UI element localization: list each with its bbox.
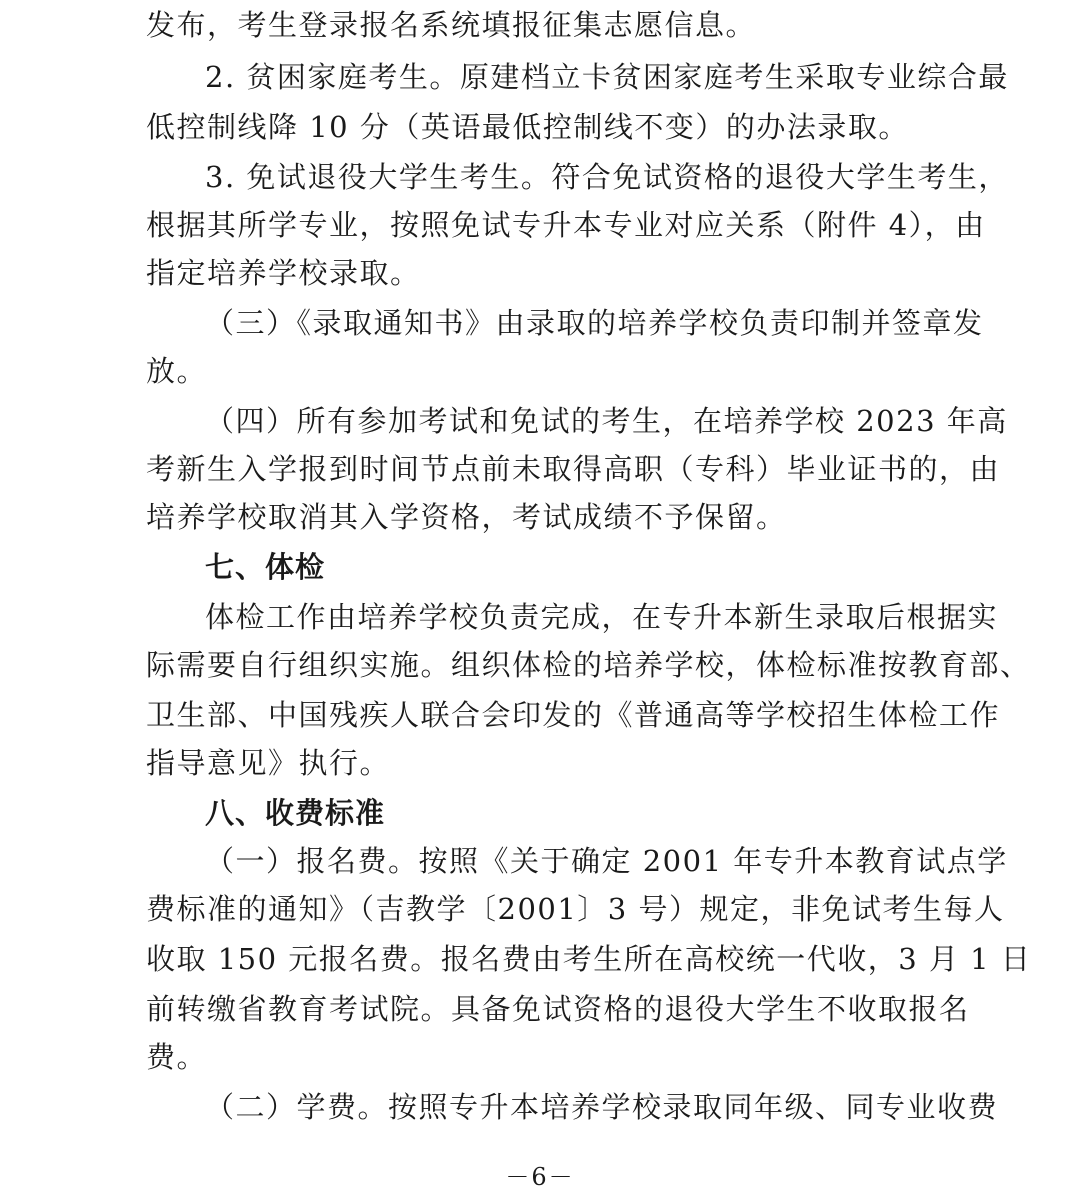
- text-line: （一）报名费。按照《关于确定 2001 年专升本教育试点学: [205, 844, 1008, 878]
- text-line: 费。: [146, 1040, 208, 1074]
- text-line: 卫生部、中国残疾人联合会印发的《普通高等学校招生体检工作: [146, 698, 1001, 732]
- text-line: 根据其所学专业，按照免试专升本专业对应关系（附件 4），由: [146, 208, 986, 242]
- text-line: 发布，考生登录报名系统填报征集志愿信息。: [146, 8, 757, 42]
- text-line: 体检工作由培养学校负责完成，在专升本新生录取后根据实: [205, 600, 999, 634]
- text-line: 费标准的通知》（吉教学〔2001〕3 号）规定，非免试考生每人: [146, 892, 1005, 926]
- text-line: 放。: [146, 354, 208, 388]
- text-line: （二）学费。按照专升本培养学校录取同年级、同专业收费: [205, 1090, 999, 1124]
- text-line: 指定培养学校录取。: [146, 256, 421, 290]
- section-heading-physical-exam: 七、体检: [205, 550, 326, 584]
- text-line: （四）所有参加考试和免试的考生，在培养学校 2023 年高: [205, 404, 1008, 438]
- text-line: 3. 免试退役大学生考生。符合免试资格的退役大学生考生，: [205, 160, 1009, 194]
- text-line: 培养学校取消其入学资格，考试成绩不予保留。: [146, 500, 787, 534]
- text-line: 收取 150 元报名费。报名费由考生所在高校统一代收，3 月 1 日: [146, 942, 1032, 976]
- text-line: （三）《录取通知书》由录取的培养学校负责印制并签章发: [205, 306, 984, 340]
- text-line: 指导意见》执行。: [146, 746, 391, 780]
- text-line: 考新生入学报到时间节点前未取得高职（专科）毕业证书的，由: [146, 452, 1001, 486]
- text-line: 际需要自行组织实施。组织体检的培养学校，体检标准按教育部、: [146, 648, 1031, 682]
- section-heading-fees: 八、收费标准: [205, 796, 386, 830]
- text-line: 低控制线降 10 分（英语最低控制线不变）的办法录取。: [146, 110, 909, 144]
- text-line: 前转缴省教育考试院。具备免试资格的退役大学生不收取报名: [146, 992, 970, 1026]
- text-line: 2. 贫困家庭考生。原建档立卡贫困家庭考生采取专业综合最: [205, 60, 1009, 94]
- page-number: －6－: [505, 1163, 575, 1191]
